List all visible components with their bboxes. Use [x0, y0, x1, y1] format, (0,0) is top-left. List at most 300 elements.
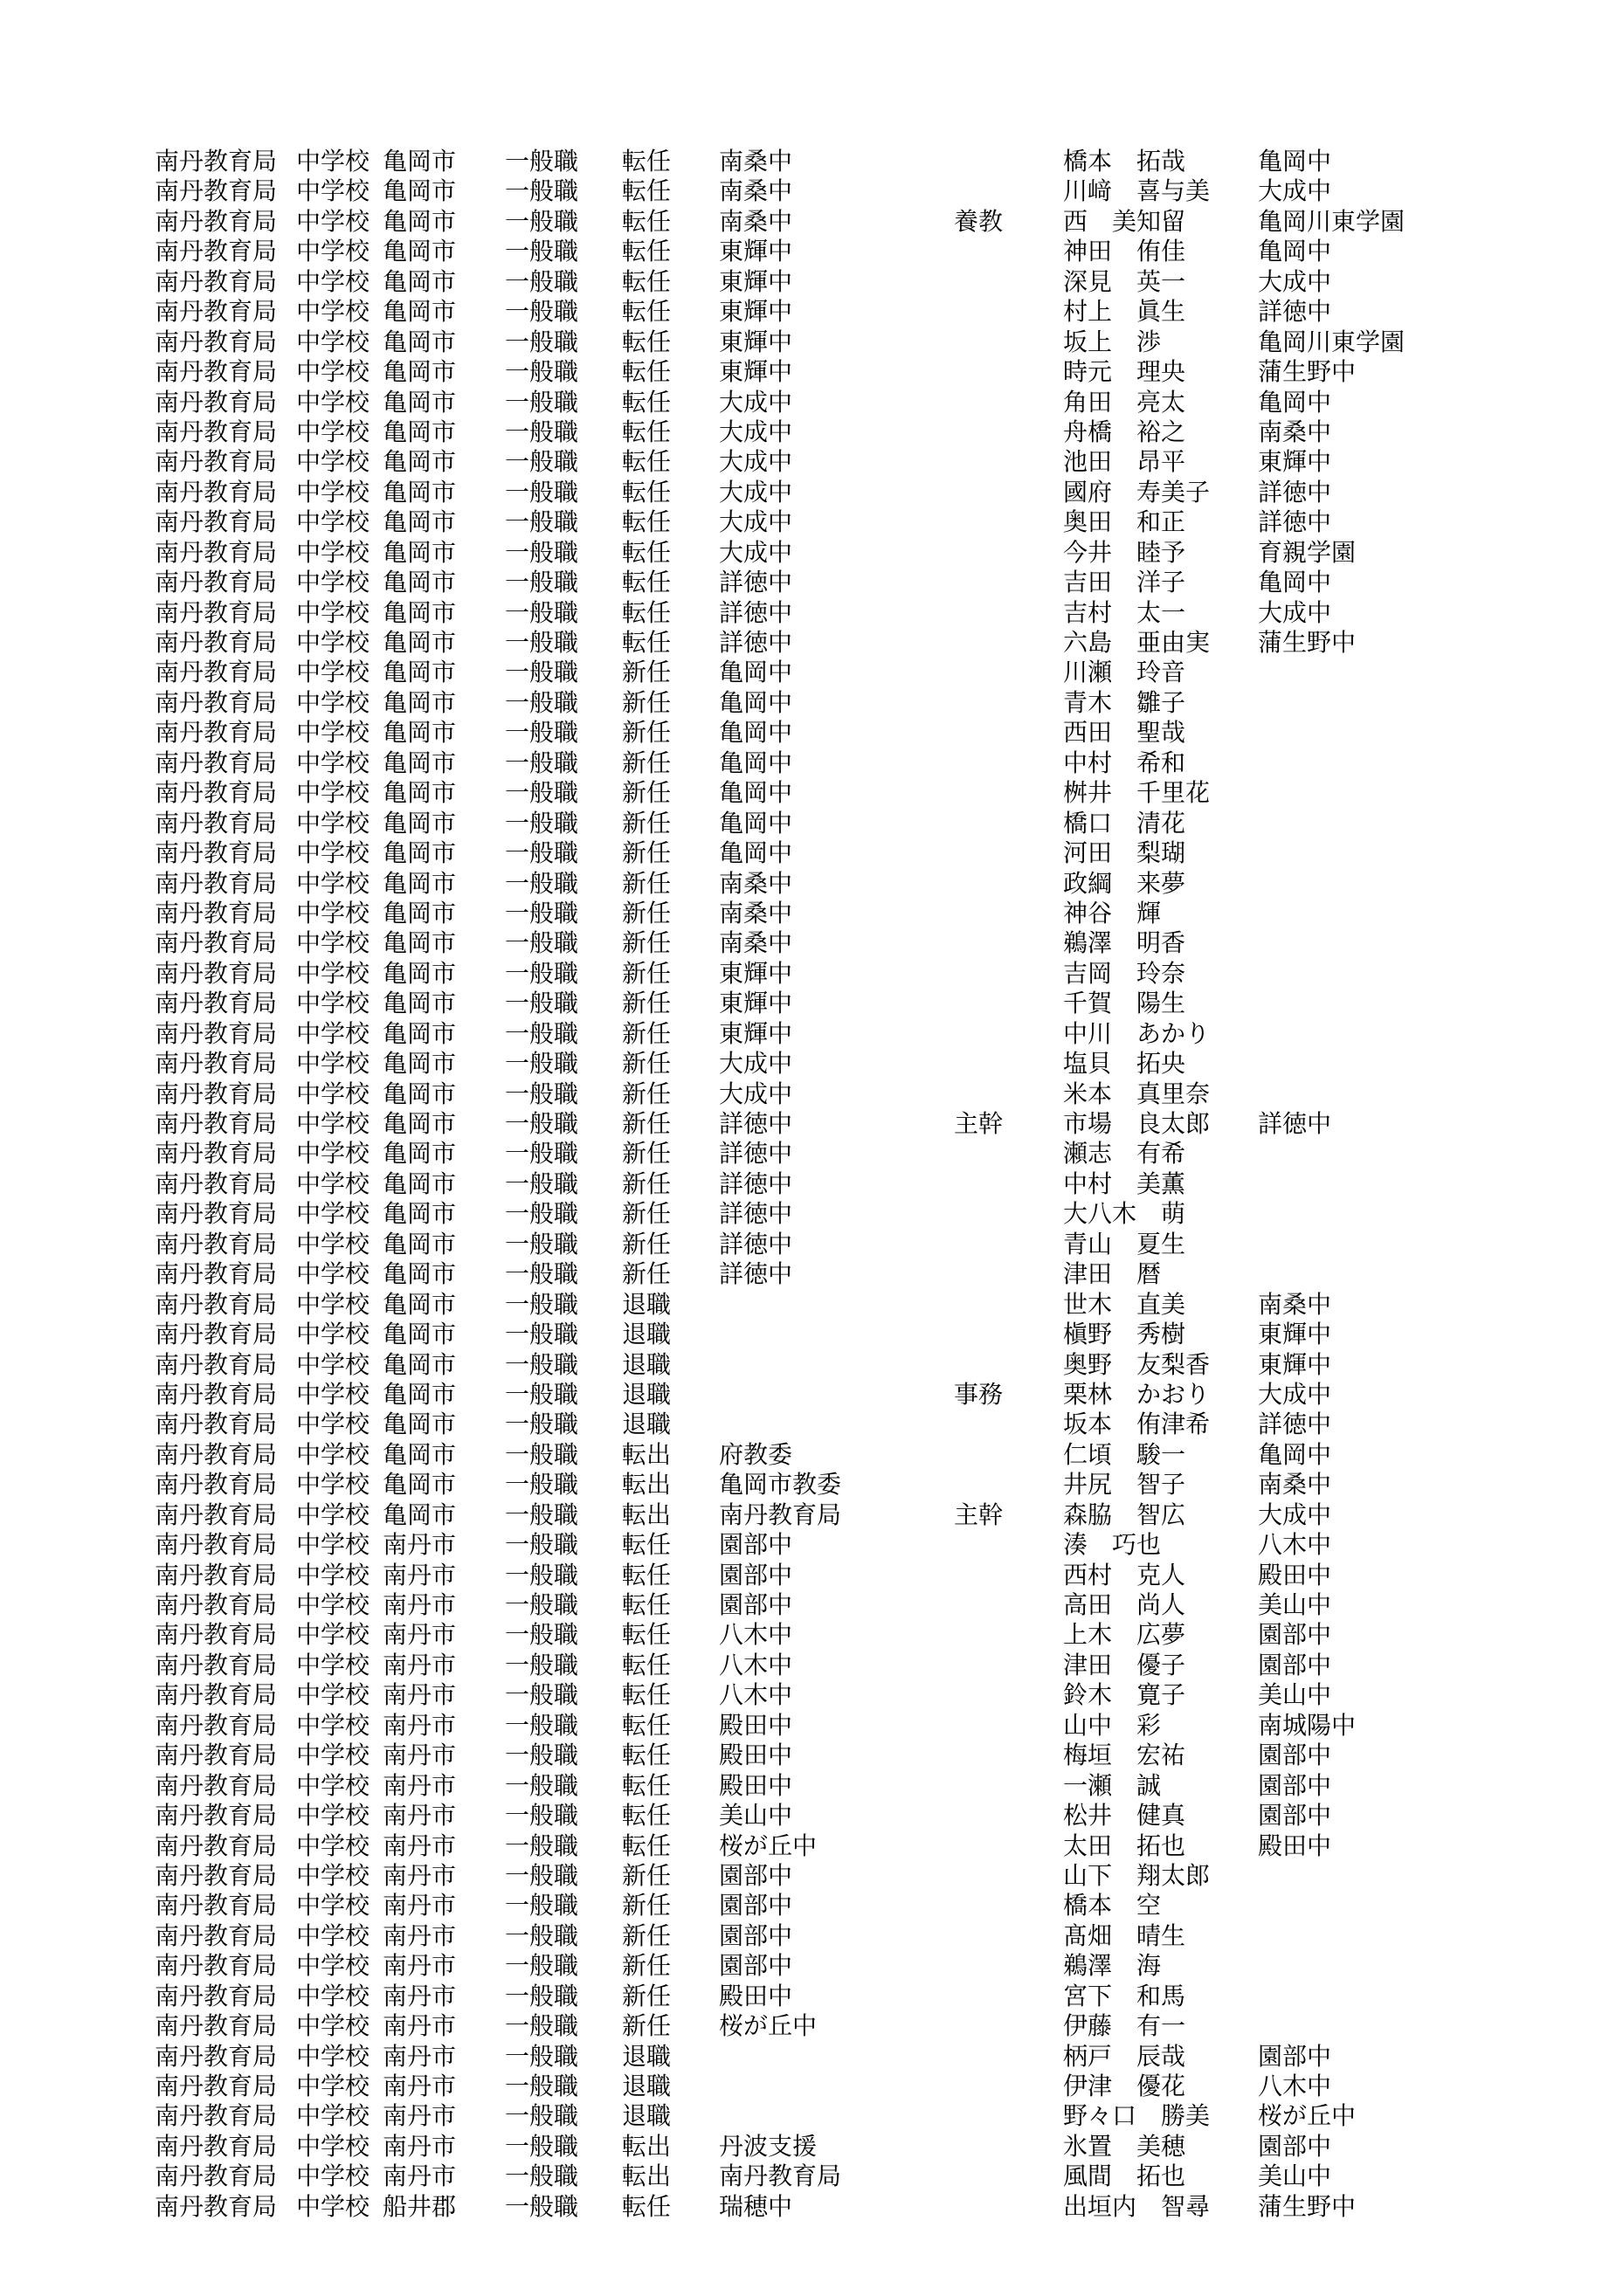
destination-cell: 亀岡市教委: [719, 1470, 842, 1500]
position-cell: 養教: [954, 206, 1004, 236]
list-row: [0, 478, 1623, 507]
person-name-cell: 西田 聖哉: [1063, 718, 1186, 748]
destination-cell: 東輝中: [719, 327, 793, 356]
list-row: [0, 207, 1623, 237]
list-row: [0, 2011, 1623, 2041]
list-row: [0, 928, 1623, 958]
person-name-cell: 村上 眞生: [1063, 297, 1186, 327]
job-category-cell: 一般職: [505, 1680, 579, 1710]
list-row: [0, 1711, 1623, 1741]
list-row: [0, 1530, 1623, 1560]
previous-school-cell: 東輝中: [1258, 1349, 1332, 1379]
job-category-cell: 一般職: [505, 1109, 579, 1138]
job-category-cell: 一般職: [505, 2011, 579, 2041]
destination-cell: 大成中: [719, 477, 793, 507]
list-row: [0, 1921, 1623, 1951]
destination-cell: 詳徳中: [719, 597, 793, 627]
person-name-cell: 千賀 陽生: [1063, 989, 1186, 1018]
city-cell: 亀岡市: [383, 928, 457, 958]
bureau-cell: 南丹教育局: [155, 1920, 278, 1950]
list-row: [0, 1079, 1623, 1109]
city-cell: 南丹市: [383, 1920, 457, 1950]
transfer-type-cell: 転任: [622, 477, 672, 507]
bureau-cell: 南丹教育局: [155, 1500, 278, 1529]
city-cell: 亀岡市: [383, 1049, 457, 1079]
list-row: [0, 267, 1623, 297]
job-category-cell: 一般職: [505, 1710, 579, 1740]
bureau-cell: 南丹教育局: [155, 1860, 278, 1890]
transfer-type-cell: 新任: [622, 1860, 672, 1890]
person-name-cell: 松井 健真: [1063, 1801, 1186, 1831]
list-row: [0, 1199, 1623, 1229]
transfer-type-cell: 転任: [622, 266, 672, 296]
previous-school-cell: 大成中: [1258, 1379, 1332, 1409]
city-cell: 亀岡市: [383, 1439, 457, 1469]
school-level-cell: 中学校: [296, 1620, 370, 1650]
school-level-cell: 中学校: [296, 628, 370, 657]
previous-school-cell: 詳徳中: [1258, 507, 1332, 537]
school-level-cell: 中学校: [296, 1349, 370, 1379]
bureau-cell: 南丹教育局: [155, 2131, 278, 2161]
list-row: [0, 1139, 1623, 1169]
list-row: [0, 899, 1623, 928]
school-level-cell: 中学校: [296, 1500, 370, 1529]
destination-cell: 東輝中: [719, 357, 793, 387]
transfer-type-cell: 転任: [622, 1801, 672, 1831]
city-cell: 亀岡市: [383, 568, 457, 597]
destination-cell: 大成中: [719, 417, 793, 446]
school-level-cell: 中学校: [296, 1320, 370, 1349]
city-cell: 亀岡市: [383, 237, 457, 266]
job-category-cell: 一般職: [505, 1199, 579, 1229]
transfer-type-cell: 転任: [622, 327, 672, 356]
bureau-cell: 南丹教育局: [155, 2041, 278, 2071]
transfer-type-cell: 退職: [622, 1379, 672, 1409]
person-name-cell: 吉岡 玲奈: [1063, 958, 1186, 988]
bureau-cell: 南丹教育局: [155, 1439, 278, 1469]
previous-school-cell: 東輝中: [1258, 1320, 1332, 1349]
school-level-cell: 中学校: [296, 1470, 370, 1500]
previous-school-cell: 亀岡中: [1258, 237, 1332, 266]
city-cell: 亀岡市: [383, 1379, 457, 1409]
destination-cell: 瑞穂中: [719, 2191, 793, 2221]
person-name-cell: 野々口 勝美: [1063, 2101, 1211, 2131]
previous-school-cell: 八木中: [1258, 2072, 1332, 2100]
list-row: [0, 1561, 1623, 1590]
school-level-cell: 中学校: [296, 1169, 370, 1198]
transfer-type-cell: 転出: [622, 2131, 672, 2161]
city-cell: 亀岡市: [383, 1229, 457, 1258]
list-row: [0, 2132, 1623, 2162]
school-level-cell: 中学校: [296, 1139, 370, 1169]
job-category-cell: 一般職: [505, 2041, 579, 2071]
transfer-type-cell: 転任: [622, 1741, 672, 1770]
person-name-cell: 鵜澤 海: [1063, 1951, 1162, 1981]
list-row: [0, 237, 1623, 266]
destination-cell: 大成中: [719, 1079, 793, 1108]
previous-school-cell: 蒲生野中: [1258, 2191, 1357, 2221]
destination-cell: 大成中: [719, 507, 793, 537]
job-category-cell: 一般職: [505, 206, 579, 236]
destination-cell: 亀岡中: [719, 748, 793, 777]
previous-school-cell: 桜が丘中: [1258, 2101, 1357, 2131]
list-row: [0, 2192, 1623, 2222]
job-category-cell: 一般職: [505, 1289, 579, 1319]
transfer-type-cell: 転任: [622, 1831, 672, 1860]
school-level-cell: 中学校: [296, 2072, 370, 2100]
bureau-cell: 南丹教育局: [155, 1951, 278, 1981]
person-name-cell: 時元 理央: [1063, 357, 1186, 387]
job-category-cell: 一般職: [505, 1891, 579, 1920]
transfer-type-cell: 転任: [622, 597, 672, 627]
previous-school-cell: 亀岡中: [1258, 387, 1332, 417]
bureau-cell: 南丹教育局: [155, 2162, 278, 2191]
job-category-cell: 一般職: [505, 1860, 579, 1890]
job-category-cell: 一般職: [505, 1379, 579, 1409]
bureau-cell: 南丹教育局: [155, 176, 278, 206]
job-category-cell: 一般職: [505, 387, 579, 417]
destination-cell: 南桑中: [719, 147, 793, 176]
bureau-cell: 南丹教育局: [155, 1109, 278, 1138]
transfer-type-cell: 新任: [622, 1199, 672, 1229]
job-category-cell: 一般職: [505, 176, 579, 206]
bureau-cell: 南丹教育局: [155, 2072, 278, 2100]
school-level-cell: 中学校: [296, 1530, 370, 1560]
transfer-type-cell: 新任: [622, 898, 672, 927]
previous-school-cell: 亀岡中: [1258, 568, 1332, 597]
person-name-cell: 今井 睦予: [1063, 537, 1186, 567]
transfer-type-cell: 新任: [622, 778, 672, 808]
list-row: [0, 417, 1623, 447]
city-cell: 亀岡市: [383, 447, 457, 477]
person-name-cell: 鵜澤 明香: [1063, 928, 1186, 958]
bureau-cell: 南丹教育局: [155, 1410, 278, 1439]
school-level-cell: 中学校: [296, 778, 370, 808]
list-row: [0, 507, 1623, 537]
destination-cell: 園部中: [719, 1560, 793, 1589]
transfer-type-cell: 転出: [622, 1470, 672, 1500]
school-level-cell: 中学校: [296, 2011, 370, 2041]
city-cell: 亀岡市: [383, 537, 457, 567]
transfer-type-cell: 新任: [622, 1891, 672, 1920]
transfer-type-cell: 新任: [622, 1049, 672, 1079]
destination-cell: 詳徳中: [719, 1229, 793, 1258]
city-cell: 亀岡市: [383, 507, 457, 537]
city-cell: 南丹市: [383, 2162, 457, 2191]
previous-school-cell: 育親学園: [1258, 537, 1357, 567]
school-level-cell: 中学校: [296, 1590, 370, 1619]
job-category-cell: 一般職: [505, 1229, 579, 1258]
bureau-cell: 南丹教育局: [155, 597, 278, 627]
school-level-cell: 中学校: [296, 1770, 370, 1800]
destination-cell: 南丹教育局: [719, 2162, 842, 2191]
previous-school-cell: 詳徳中: [1258, 1410, 1332, 1439]
person-name-cell: 中川 あかり: [1063, 1018, 1211, 1048]
bureau-cell: 南丹教育局: [155, 868, 278, 898]
bureau-cell: 南丹教育局: [155, 1741, 278, 1770]
transfer-type-cell: 退職: [622, 2101, 672, 2131]
city-cell: 亀岡市: [383, 1289, 457, 1319]
previous-school-cell: 詳徳中: [1258, 1109, 1332, 1138]
previous-school-cell: 美山中: [1258, 1590, 1332, 1619]
school-level-cell: 中学校: [296, 206, 370, 236]
person-name-cell: 青木 雛子: [1063, 687, 1186, 717]
list-row: [0, 1771, 1623, 1801]
destination-cell: 桜が丘中: [719, 2011, 818, 2041]
bureau-cell: 南丹教育局: [155, 1079, 278, 1108]
destination-cell: 大成中: [719, 447, 793, 477]
destination-cell: 東輝中: [719, 237, 793, 266]
city-cell: 亀岡市: [383, 1169, 457, 1198]
transfer-type-cell: 新任: [622, 1951, 672, 1981]
transfer-type-cell: 退職: [622, 1410, 672, 1439]
list-row: [0, 1109, 1623, 1139]
bureau-cell: 南丹教育局: [155, 1981, 278, 2010]
destination-cell: 八木中: [719, 1680, 793, 1710]
job-category-cell: 一般職: [505, 237, 579, 266]
previous-school-cell: 大成中: [1258, 1500, 1332, 1529]
job-category-cell: 一般職: [505, 1320, 579, 1349]
person-name-cell: 六島 亜由実: [1063, 628, 1211, 657]
previous-school-cell: 園部中: [1258, 1741, 1332, 1770]
person-name-cell: 氷置 美穂: [1063, 2131, 1186, 2161]
city-cell: 亀岡市: [383, 958, 457, 988]
city-cell: 亀岡市: [383, 1470, 457, 1500]
job-category-cell: 一般職: [505, 808, 579, 838]
person-name-cell: 橋本 空: [1063, 1891, 1162, 1920]
position-cell: 主幹: [954, 1109, 1004, 1138]
list-row: [0, 1230, 1623, 1259]
bureau-cell: 南丹教育局: [155, 778, 278, 808]
city-cell: 亀岡市: [383, 1199, 457, 1229]
city-cell: 亀岡市: [383, 1139, 457, 1169]
bureau-cell: 南丹教育局: [155, 808, 278, 838]
city-cell: 亀岡市: [383, 868, 457, 898]
person-name-cell: 栗林 かおり: [1063, 1379, 1211, 1409]
person-name-cell: 山下 翔太郎: [1063, 1860, 1211, 1890]
transfer-type-cell: 新任: [622, 1018, 672, 1048]
city-cell: 南丹市: [383, 1831, 457, 1860]
person-name-cell: 奥野 友梨香: [1063, 1349, 1211, 1379]
school-level-cell: 中学校: [296, 1049, 370, 1079]
city-cell: 南丹市: [383, 2041, 457, 2071]
previous-school-cell: 蒲生野中: [1258, 357, 1357, 387]
job-category-cell: 一般職: [505, 1590, 579, 1619]
person-name-cell: 舟橋 裕之: [1063, 417, 1186, 446]
city-cell: 南丹市: [383, 1770, 457, 1800]
person-name-cell: 橋本 拓哉: [1063, 147, 1186, 176]
destination-cell: 東輝中: [719, 958, 793, 988]
transfer-type-cell: 新任: [622, 1229, 672, 1258]
list-row: [0, 1801, 1623, 1831]
school-level-cell: 中学校: [296, 2101, 370, 2131]
transfer-type-cell: 転出: [622, 2162, 672, 2191]
list-row: [0, 1410, 1623, 1439]
job-category-cell: 一般職: [505, 778, 579, 808]
city-cell: 亀岡市: [383, 266, 457, 296]
destination-cell: 詳徳中: [719, 1259, 793, 1289]
bureau-cell: 南丹教育局: [155, 1259, 278, 1289]
person-name-cell: 森脇 智広: [1063, 1500, 1186, 1529]
person-name-cell: 中村 美薫: [1063, 1169, 1186, 1198]
destination-cell: 園部中: [719, 1860, 793, 1890]
person-name-cell: 神田 侑佳: [1063, 237, 1186, 266]
transfer-type-cell: 新任: [622, 958, 672, 988]
bureau-cell: 南丹教育局: [155, 1379, 278, 1409]
job-category-cell: 一般職: [505, 1560, 579, 1589]
city-cell: 南丹市: [383, 2011, 457, 2041]
person-name-cell: 一瀬 誠: [1063, 1770, 1162, 1800]
person-name-cell: 深見 英一: [1063, 266, 1186, 296]
bureau-cell: 南丹教育局: [155, 1770, 278, 1800]
transfer-type-cell: 新任: [622, 1169, 672, 1198]
job-category-cell: 一般職: [505, 1500, 579, 1529]
city-cell: 南丹市: [383, 1620, 457, 1650]
job-category-cell: 一般職: [505, 1801, 579, 1831]
school-level-cell: 中学校: [296, 237, 370, 266]
bureau-cell: 南丹教育局: [155, 327, 278, 356]
transfer-type-cell: 新任: [622, 1139, 672, 1169]
city-cell: 亀岡市: [383, 1500, 457, 1529]
job-category-cell: 一般職: [505, 2101, 579, 2131]
list-row: [0, 1891, 1623, 1920]
city-cell: 亀岡市: [383, 147, 457, 176]
transfer-type-cell: 転任: [622, 1710, 672, 1740]
school-level-cell: 中学校: [296, 176, 370, 206]
school-level-cell: 中学校: [296, 1710, 370, 1740]
city-cell: 南丹市: [383, 2101, 457, 2131]
person-name-cell: 吉田 洋子: [1063, 568, 1186, 597]
list-row: [0, 598, 1623, 628]
destination-cell: 園部中: [719, 1891, 793, 1920]
destination-cell: 園部中: [719, 1951, 793, 1981]
job-category-cell: 一般職: [505, 1259, 579, 1289]
destination-cell: 南桑中: [719, 898, 793, 927]
destination-cell: 南桑中: [719, 206, 793, 236]
destination-cell: 八木中: [719, 1620, 793, 1650]
bureau-cell: 南丹教育局: [155, 2011, 278, 2041]
previous-school-cell: 南城陽中: [1258, 1710, 1357, 1740]
destination-cell: 詳徳中: [719, 1169, 793, 1198]
previous-school-cell: 園部中: [1258, 1620, 1332, 1650]
school-level-cell: 中学校: [296, 1439, 370, 1469]
city-cell: 南丹市: [383, 1650, 457, 1679]
person-name-cell: 伊津 優花: [1063, 2072, 1186, 2100]
transfer-type-cell: 退職: [622, 2041, 672, 2071]
transfer-type-cell: 転任: [622, 1620, 672, 1650]
job-category-cell: 一般職: [505, 1470, 579, 1500]
transfer-type-cell: 新任: [622, 989, 672, 1018]
transfer-type-cell: 退職: [622, 1320, 672, 1349]
list-row: [0, 869, 1623, 899]
school-level-cell: 中学校: [296, 838, 370, 868]
city-cell: 南丹市: [383, 1530, 457, 1560]
school-level-cell: 中学校: [296, 1981, 370, 2010]
person-name-cell: 津田 暦: [1063, 1259, 1162, 1289]
previous-school-cell: 南桑中: [1258, 417, 1332, 446]
job-category-cell: 一般職: [505, 1530, 579, 1560]
city-cell: 亀岡市: [383, 1079, 457, 1108]
job-category-cell: 一般職: [505, 1439, 579, 1469]
transfer-type-cell: 転任: [622, 387, 672, 417]
school-level-cell: 中学校: [296, 958, 370, 988]
transfer-type-cell: 転任: [622, 176, 672, 206]
list-row: [0, 1982, 1623, 2011]
person-name-cell: 青山 夏生: [1063, 1229, 1186, 1258]
previous-school-cell: 園部中: [1258, 2131, 1332, 2161]
transfer-type-cell: 転任: [622, 447, 672, 477]
list-row: [0, 1350, 1623, 1380]
job-category-cell: 一般職: [505, 447, 579, 477]
person-name-cell: 湊 巧也: [1063, 1530, 1162, 1560]
bureau-cell: 南丹教育局: [155, 1560, 278, 1589]
transfer-type-cell: 転任: [622, 417, 672, 446]
destination-cell: 殿田中: [719, 1710, 793, 1740]
school-level-cell: 中学校: [296, 718, 370, 748]
transfer-type-cell: 転任: [622, 357, 672, 387]
transfer-type-cell: 新任: [622, 838, 672, 868]
person-name-cell: 池田 昂平: [1063, 447, 1186, 477]
destination-cell: 亀岡中: [719, 687, 793, 717]
list-row: [0, 1500, 1623, 1530]
destination-cell: 詳徳中: [719, 1109, 793, 1138]
list-row: [0, 1680, 1623, 1710]
person-name-cell: 西 美知留: [1063, 206, 1186, 236]
city-cell: 南丹市: [383, 1981, 457, 2010]
job-category-cell: 一般職: [505, 2131, 579, 2161]
previous-school-cell: 美山中: [1258, 1680, 1332, 1710]
job-category-cell: 一般職: [505, 628, 579, 657]
city-cell: 亀岡市: [383, 297, 457, 327]
person-name-cell: 大八木 萌: [1063, 1199, 1186, 1229]
transfer-type-cell: 転任: [622, 507, 672, 537]
bureau-cell: 南丹教育局: [155, 147, 278, 176]
previous-school-cell: 東輝中: [1258, 447, 1332, 477]
bureau-cell: 南丹教育局: [155, 266, 278, 296]
transfer-type-cell: 退職: [622, 2072, 672, 2100]
job-category-cell: 一般職: [505, 2072, 579, 2100]
school-level-cell: 中学校: [296, 2162, 370, 2191]
transfer-type-cell: 転任: [622, 1530, 672, 1560]
list-row: [0, 1019, 1623, 1049]
city-cell: 南丹市: [383, 1860, 457, 1890]
school-level-cell: 中学校: [296, 447, 370, 477]
bureau-cell: 南丹教育局: [155, 1710, 278, 1740]
job-category-cell: 一般職: [505, 1741, 579, 1770]
list-row: [0, 1831, 1623, 1861]
previous-school-cell: 亀岡川東学園: [1258, 327, 1405, 356]
position-cell: 事務: [954, 1379, 1004, 1409]
city-cell: 亀岡市: [383, 176, 457, 206]
city-cell: 南丹市: [383, 1801, 457, 1831]
job-category-cell: 一般職: [505, 718, 579, 748]
school-level-cell: 中学校: [296, 1379, 370, 1409]
bureau-cell: 南丹教育局: [155, 1470, 278, 1500]
transfer-type-cell: 転任: [622, 568, 672, 597]
transfer-type-cell: 新任: [622, 808, 672, 838]
job-category-cell: 一般職: [505, 928, 579, 958]
school-level-cell: 中学校: [296, 989, 370, 1018]
school-level-cell: 中学校: [296, 1560, 370, 1589]
list-row: [0, 1620, 1623, 1650]
transfer-type-cell: 転任: [622, 206, 672, 236]
school-level-cell: 中学校: [296, 417, 370, 446]
list-row: [0, 989, 1623, 1018]
job-category-cell: 一般職: [505, 748, 579, 777]
previous-school-cell: 詳徳中: [1258, 477, 1332, 507]
transfer-type-cell: 新任: [622, 1259, 672, 1289]
person-name-cell: 出垣内 智尋: [1063, 2191, 1211, 2221]
